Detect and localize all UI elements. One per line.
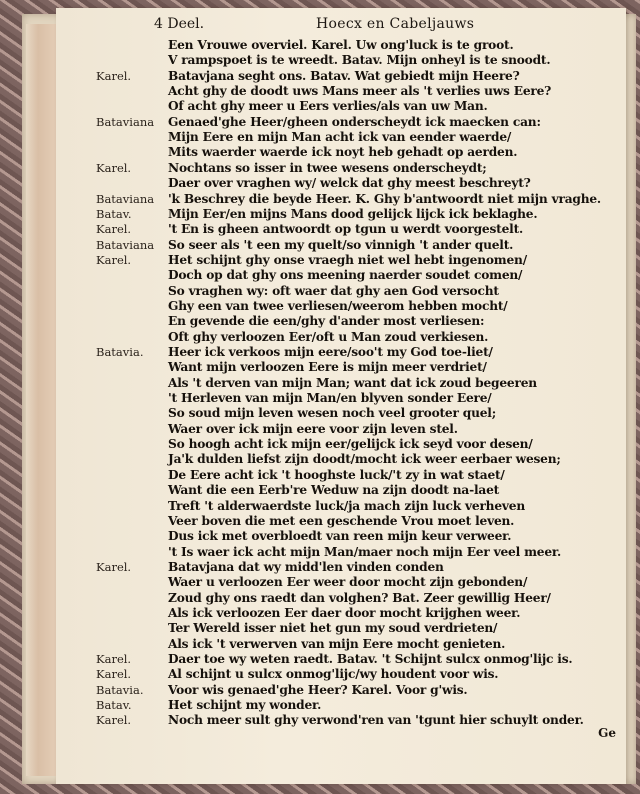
speaker-name: Karel. [96, 713, 132, 728]
verse-line [56, 560, 626, 574]
verse-line [56, 176, 626, 190]
verse-line [56, 652, 626, 666]
verse-text: Waer u verloozen Eer weer door mocht zijn gebonden/ [168, 575, 528, 590]
page-gutter [26, 24, 57, 776]
verse-text: So hoogh acht ick mijn eer/gelijck ick seyd voor desen/ [168, 437, 533, 452]
verse-text: Heer ick verkoos mijn eere/soo't my God toe-liet/ [168, 345, 493, 359]
speaker-name: Karel. [96, 252, 132, 267]
speaker-name: Bataviana [96, 237, 155, 252]
speaker-name: Batav. [96, 206, 132, 221]
speaker-name: Batav. [96, 698, 132, 713]
verse-text: Genaed'ghe Heer/gheen onderscheydt ick maecken can: [168, 114, 541, 129]
verse-text: Zoud ghy ons raedt dan volghen? Bat. Zeer gewillig Heer/ [168, 590, 551, 605]
verse-text: Oft ghy verloozen Eer/oft u Man zoud verkiesen. [168, 329, 489, 344]
verse-text: Daer over vraghen wy/ welck dat ghy meest beschreyt? [168, 176, 531, 191]
catchword: Ge [598, 726, 616, 740]
verse-line [56, 345, 626, 359]
verse-text: Ter Wereld isser niet het gun my soud verdrieten/ [168, 621, 498, 636]
verse-line [56, 192, 626, 206]
verse-text: Want mijn verloozen Eere is mijn meer verdriet/ [168, 360, 487, 375]
verse-line [56, 330, 626, 344]
verse-line [56, 299, 626, 313]
verse-text: Voor wis genaed'ghe Heer? Karel. Voor g'wis. [168, 682, 468, 697]
verse-line [56, 406, 626, 420]
verse-line [56, 69, 626, 83]
verse-text: Batavjana dat wy midd'len vinden conden [168, 559, 444, 574]
verse-line [56, 575, 626, 589]
speaker-name: Karel. [96, 652, 132, 666]
verse-text: 't Is waer ick acht mijn Man/maer noch mijn Eer veel meer. [168, 544, 562, 559]
verse-line [56, 238, 626, 252]
verse-line [56, 38, 626, 52]
verse-text: So vraghen wy: oft waer dat ghy aen God versocht [168, 283, 499, 298]
verse-text: Daer toe wy weten raedt. Batav. 't Schijnt sulcx onmog'lijc is. [168, 652, 573, 666]
verse-text: De Eere acht ick 't hooghste luck/'t zy in wat staet/ [168, 467, 505, 482]
verse-line [56, 207, 626, 221]
verse-line [56, 115, 626, 129]
verse-text: Al schijnt u sulcx onmog'lijc/wy houdent voor wis. [168, 667, 499, 682]
verse-text: Veer boven die met een geschende Vrou moet leven. [168, 513, 515, 528]
verse-text: So seer als 't een my quelt/so vinnigh 't ander quelt. [168, 237, 514, 252]
verse-text: Als ick verloozen Eer daer door mocht krijghen weer. [168, 605, 521, 620]
verse-text: V rampspoet is te wreedt. Batav. Mijn onheyl is te snoodt. [168, 53, 551, 68]
verse-text: So soud mijn leven wesen noch veel grooter quel; [168, 406, 497, 421]
speaker-name: Bataviana [96, 191, 155, 206]
verse-text: 't Herleven van mijn Man/en blyven sonder Eere/ [168, 391, 492, 406]
verse-line [56, 529, 626, 543]
verse-text: Batavjana seght ons. Batav. Wat gebiedt mijn Heere? [168, 68, 520, 83]
verse-line [56, 452, 626, 466]
verse-line [56, 284, 626, 298]
verse-text: Een Vrouwe overviel. Karel. Uw ong'luck is te groot. [168, 38, 514, 52]
verse-line [56, 667, 626, 681]
verse-line [56, 145, 626, 159]
verse-text: Dus ick met overbloedt van reen mijn keur verweer. [168, 529, 512, 544]
verse-line [56, 621, 626, 635]
verse-line [56, 683, 626, 697]
verse-text: Mijn Eer/en mijns Mans dood gelijck lijck ick beklaghe. [168, 206, 538, 221]
speaker-name: Karel. [96, 559, 132, 574]
verse-text: Treft 't alderwaerdste luck/ja mach zijn luck verheven [168, 498, 525, 513]
verse-text: Want die een Eerb're Weduw na zijn doodt na-laet [168, 483, 500, 498]
verse-text: Mijn Eere en mijn Man acht ick van eender waerde/ [168, 130, 512, 145]
running-title: Hoecx en Cabeljauws [316, 16, 475, 32]
verse-text: Nochtans so isser in twee wesens onderscheydt; [168, 160, 487, 175]
verse-text: Ja'k dulden liefst zijn doodt/mocht ick weer eerbaer wesen; [168, 452, 561, 467]
verse-text: Acht ghy de doodt uws Mans meer als 't verlies uws Eere? [168, 84, 552, 99]
verse-text: Als ick 't verwerven van mijn Eere mocht genieten. [168, 636, 506, 651]
verse-line [56, 130, 626, 144]
verse-line [56, 499, 626, 513]
verse-text: Waer over ick mijn eere voor zijn leven stel. [168, 421, 458, 436]
verse-line [56, 376, 626, 390]
speaker-name: Batavia. [96, 345, 144, 359]
verse-text: En gevende die een/ghy d'ander most verliesen: [168, 314, 485, 329]
verse-text: Ghy een van twee verliesen/weerom hebben mocht/ [168, 298, 508, 313]
verse-text: Het schijnt my wonder. [168, 698, 322, 713]
verse-line [56, 437, 626, 451]
verse-text: Of acht ghy meer u Eers verlies/als van uw Man. [168, 99, 488, 114]
verse-text: 'k Beschrey die beyde Heer. K. Ghy b'antwoordt niet mijn vraghe. [168, 191, 601, 206]
speaker-name: Bataviana [96, 114, 155, 129]
verse-text: 't En is gheen antwoordt op tgun u werdt voorgestelt. [168, 222, 524, 237]
running-header [56, 16, 626, 36]
verse-line [56, 99, 626, 113]
verse-line [56, 268, 626, 282]
verse-text: Het schijnt ghy onse vraegh niet wel hebt ingenomen/ [168, 252, 527, 267]
verse-line [56, 591, 626, 605]
verse-text: Noch meer sult ghy verwond'ren van 'tgunt hier schuylt onder. [168, 713, 584, 728]
verse-line [56, 698, 626, 712]
verse-text: Als 't derven van mijn Man; want dat ick zoud begeeren [168, 375, 537, 390]
verse-line [56, 422, 626, 436]
speaker-name: Karel. [96, 160, 132, 175]
speaker-name: Karel. [96, 667, 132, 682]
verse-line [56, 161, 626, 175]
verse-line [56, 468, 626, 482]
verse-line [56, 314, 626, 328]
verse-line [56, 713, 626, 727]
verse-line [56, 514, 626, 528]
verse-line [56, 53, 626, 67]
book-page [56, 8, 626, 784]
verse-line [56, 606, 626, 620]
verse-line [56, 391, 626, 405]
speaker-name: Karel. [96, 222, 132, 237]
verse-text: Mits waerder waerde ick noyt heb gehadt op aerden. [168, 145, 518, 160]
verse-line [56, 253, 626, 267]
speaker-name: Karel. [96, 68, 132, 83]
verse-line [56, 360, 626, 374]
verse-line [56, 545, 626, 559]
verse-line [56, 637, 626, 651]
page-label: 4 Deel. [154, 16, 205, 32]
verse-line [56, 222, 626, 236]
verse-line [56, 483, 626, 497]
verse-line [56, 84, 626, 98]
speaker-name: Batavia. [96, 682, 144, 697]
verse-text: Doch op dat ghy ons meening naerder soudet comen/ [168, 268, 523, 283]
